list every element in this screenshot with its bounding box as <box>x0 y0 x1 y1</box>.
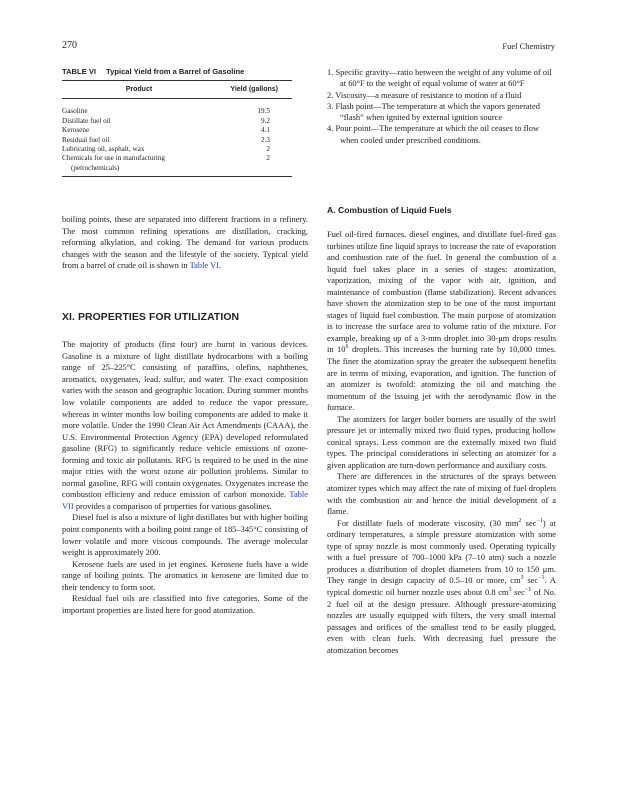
paragraph <box>327 229 556 414</box>
table-vii-link[interactable]: Table VII <box>62 489 308 511</box>
cell-product: Residual fuel oil <box>62 135 110 144</box>
list-item: 1. Specific gravity—ratio between the weight of any volume of oil at 60°F to the weight of equal volume of water at 60°F <box>327 67 552 89</box>
superscript: −1 <box>538 575 545 582</box>
paragraph <box>62 214 308 272</box>
cell-product: Gasoline <box>62 107 88 116</box>
cell-yield: 2 <box>266 145 270 154</box>
table-row <box>62 145 292 154</box>
left-column <box>62 214 308 616</box>
properties-list <box>327 67 556 146</box>
table-vi <box>62 67 308 177</box>
subsection-heading: A. Combustion of Liquid Fuels <box>327 205 452 215</box>
paragraph-text: sec <box>521 517 537 528</box>
superscript: −1 <box>524 587 532 594</box>
running-head: Fuel Chemistry <box>502 41 555 51</box>
cell-product-line1: Chemicals for use in manufacturing <box>62 154 165 163</box>
cell-product: Kerosene <box>62 126 90 135</box>
table-label: TABLE VI <box>62 67 97 76</box>
cell-product-line2: (petrochemicals) <box>71 163 120 172</box>
paragraph-text: sec <box>523 575 539 586</box>
paragraph-text: . <box>219 260 222 271</box>
page-number: 270 <box>62 40 77 51</box>
paragraph-text: boiling points, these are separated into different fractions in a refinery. The most common refining operations are distillation, cracking, reforming alkylation, and coking. The demand for various products changes with the season and the lifestyle of the society. Typical yield from a barrel of crude oil is shown in <box>62 214 308 271</box>
cell-yield: 9.2 <box>261 116 270 125</box>
paragraph-text: ) at ordinary temperatures, a simple pressure atomization with some type of spray nozzle is most commonly used. Operating typically with a fuel pressure of 700–1000 kPa (7–10 atm) such a nozzle produces a distribution of droplet diameters from 10 to 150 μm. They range in design capacity of 0.5–10 or more, cm <box>327 517 556 586</box>
paragraph <box>62 339 308 512</box>
superscript: 3 <box>520 575 524 582</box>
cell-product: Lubricating oil, asphalt, wax <box>62 145 145 154</box>
paragraph: Diesel fuel is also a mixture of light distillates but with higher boiling point components with a boiling point range of 185–345°C consisting of lower volatile and more viscous compounds. The average molecular weight is approximately 200. <box>62 512 308 558</box>
superscript: −1 <box>536 517 543 524</box>
cell-product: Distillate fuel oil <box>62 116 111 125</box>
table-caption <box>62 67 308 76</box>
table-vi-link[interactable]: Table VI <box>189 260 220 271</box>
list-item: 3. Flash point—The temperature at which the vapors generated “flash” when ignited by external ignition source <box>327 100 540 123</box>
cell-yield: 19.5 <box>257 107 270 116</box>
table-title: Typical Yield from a Barrel of Gasoline <box>106 67 245 76</box>
table-row <box>62 154 292 173</box>
list-item: 4. Pour point—The temperature at which the oil ceases to flow when cooled under prescribed conditions. <box>327 123 540 145</box>
paragraph: Kerosene fuels are used in jet engines. Kerosene fuels have a wide range of boiling points. The aromatics in kerosene are limited due to their tendency to form soot. <box>62 558 308 592</box>
table-header-row <box>62 81 292 99</box>
column-header-yield: Yield (gallons) <box>206 81 292 99</box>
cell-yield: 4.1 <box>261 126 270 135</box>
paragraph-text: sec <box>511 586 525 597</box>
paragraph: The atomizers for larger boiler burners are usually of the swirl pressure jet or internally mixed two fluid types, producing hollow conical sprays. Less common are the externally mixed two fluid types. The principal considerations in selecting an atomizer for a given application are turn-down performance and auxiliary costs. <box>327 413 556 470</box>
paragraph-text: Fuel oil-fired furnaces, diesel engines, and distillate fuel-fired gas turbines utilize fine liquid sprays to increase the rate of evaporation and combustion rate of the fuel. In general the combustion of a liquid fuel takes place in a series of stages: atomization, vaporization, mixing of the vapor with air, ignition, and maintenance of combustion (flame stabilization). Recent advances have shown the atomization step to be one of the most important stages of liquid fuel combustion. The main purpose of atomization is to increase the surface area to volume ratio of the mixture. For example, breaking up of a 3-mm droplet into 30-μm drops results in 10 <box>327 229 556 355</box>
column-header-product: Product <box>62 81 206 99</box>
paragraph: There are differences in the structures of the sprays between atomizer types which may affect the rate of mixing of fuel droplets with the combustion air and hence the initial development of a flame. <box>327 471 556 517</box>
section-heading: XI. PROPERTIES FOR UTILIZATION <box>62 311 240 323</box>
table-bottom-rule <box>62 176 292 177</box>
paragraph <box>327 518 556 657</box>
right-column <box>327 229 556 656</box>
paragraph: Residual fuel oils are classified into five categories. Some of the important properties are listed here for good atomization. <box>62 593 308 615</box>
cell-yield: 2.3 <box>261 135 270 144</box>
superscript: 2 <box>518 517 522 524</box>
superscript: 6 <box>345 344 349 351</box>
superscript: 3 <box>508 587 512 594</box>
paragraph-text: droplets. This increases the burning rate by 10,000 times. The finer the atomization spray the greater the subsequent benefits are in terms of mixing, evaporation, and ignition. The function of an atomizer is twofold: atomizing the oil and matching the momentum of the issuing jet with the aerodynamic flow in the furnace. <box>327 344 556 413</box>
yield-table <box>62 80 292 173</box>
cell-yield: 2 <box>266 154 270 163</box>
list-item: 2. Viscosity—a measure of resistance to motion of a fluid <box>327 89 522 100</box>
table-row <box>62 117 292 126</box>
table-row <box>62 136 292 145</box>
paragraph-text: provides a comparison of properties for various gasolines. <box>73 500 272 511</box>
table-row <box>62 99 292 117</box>
paragraph-text: The majority of products (first four) are burnt in various devices. Gasoline is a mixture of light distillate hydrocarbons with a boiling range of 25–225°C consisting of paraffins, olefins, naphthenes, aromatics, oxygenates, lead, sulfur, and water. The exact composition varies with the season and geographic location. During summer months low volatile components are added to reduce the vapor pressure, whereas in winter months low boiling components are added to make it more volatile. Under the 1990 Clean Air Act Amendments (CAAA), the U.S. Environmental Protection Agency (EPA) developed reformulated gasoline (RFG) to significantly reduce vehicle emissions of ozone-forming and toxic air pollutants. RFG is required to be used in the nine major cities with the worst ozone air pollution problems. Similar to normal gasoline, RFG will contain oxygenates. Oxygenates increase the combustion efficieny and reduce emission of carbon monoxide. <box>62 339 308 500</box>
cell-product <box>62 154 206 173</box>
paragraph-text: For distillate fuels of moderate viscosity, (30 mm <box>337 517 519 528</box>
table-row <box>62 126 292 135</box>
paragraph-text: of No. 2 fuel oil at the design pressure. Although pressure-atomizing nozzles are usually equipped with filters, the very small internal passages and orifices of the smallest tend to be easily plugged, even with clean fuels. With decreasing fuel pressure the atomization becomes <box>327 586 556 655</box>
paragraph-text: . A typical domestic oil burner nozzle uses about 0.8 cm <box>327 575 556 597</box>
